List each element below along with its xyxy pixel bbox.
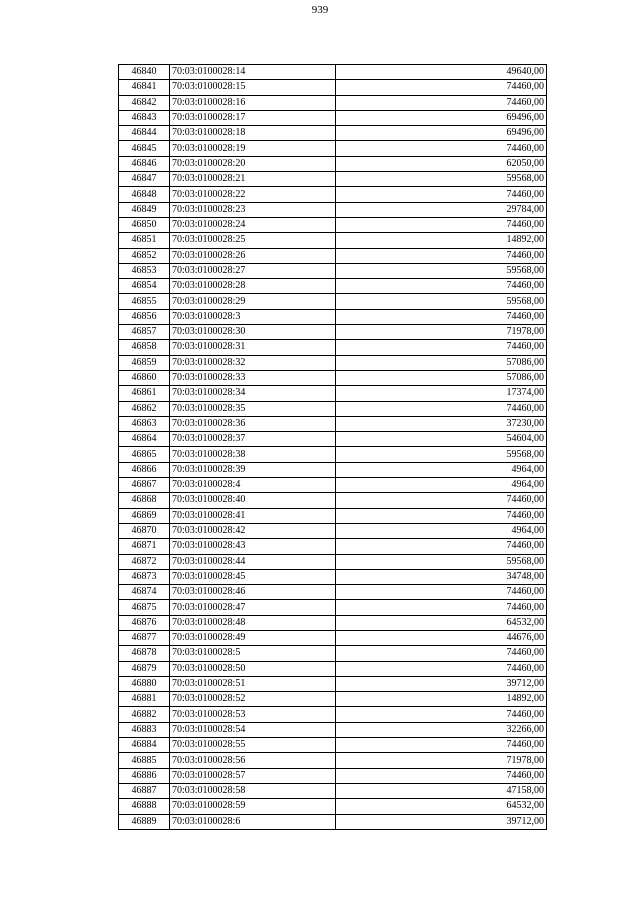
- cadastral-number-cell: 70:03:0100028:47: [170, 600, 336, 615]
- row-number-cell: 46863: [119, 416, 170, 431]
- table-row: [119, 462, 547, 477]
- cadastral-number-cell: 70:03:0100028:55: [170, 738, 336, 753]
- cadastral-number-cell: 70:03:0100028:35: [170, 401, 336, 416]
- row-number-cell: 46862: [119, 401, 170, 416]
- table-row: [119, 615, 547, 630]
- table-row: [119, 340, 547, 355]
- table-row: [119, 661, 547, 676]
- value-cell: 71978,00: [336, 325, 547, 340]
- cadastral-number-cell: 70:03:0100028:46: [170, 585, 336, 600]
- table-row: [119, 569, 547, 584]
- cadastral-number-cell: 70:03:0100028:51: [170, 676, 336, 691]
- value-cell: 74460,00: [336, 187, 547, 202]
- cadastral-number-cell: 70:03:0100028:49: [170, 630, 336, 645]
- row-number-cell: 46849: [119, 202, 170, 217]
- cadastral-number-cell: 70:03:0100028:54: [170, 722, 336, 737]
- table-row: [119, 294, 547, 309]
- row-number-cell: 46847: [119, 172, 170, 187]
- cadastral-number-cell: 70:03:0100028:30: [170, 325, 336, 340]
- cadastral-number-cell: 70:03:0100028:56: [170, 753, 336, 768]
- table-row: [119, 279, 547, 294]
- table-row: [119, 783, 547, 798]
- cadastral-number-cell: 70:03:0100028:45: [170, 569, 336, 584]
- cadastral-number-cell: 70:03:0100028:39: [170, 462, 336, 477]
- cadastral-number-cell: 70:03:0100028:50: [170, 661, 336, 676]
- row-number-cell: 46888: [119, 799, 170, 814]
- row-number-cell: 46844: [119, 126, 170, 141]
- row-number-cell: 46846: [119, 156, 170, 171]
- row-number-cell: 46877: [119, 630, 170, 645]
- table-row: [119, 386, 547, 401]
- value-cell: 64532,00: [336, 615, 547, 630]
- value-cell: 34748,00: [336, 569, 547, 584]
- table-row: [119, 768, 547, 783]
- row-number-cell: 46865: [119, 447, 170, 462]
- value-cell: 62050,00: [336, 156, 547, 171]
- row-number-cell: 46845: [119, 141, 170, 156]
- table-row: [119, 126, 547, 141]
- value-cell: 47158,00: [336, 783, 547, 798]
- row-number-cell: 46867: [119, 478, 170, 493]
- table-row: [119, 646, 547, 661]
- row-number-cell: 46848: [119, 187, 170, 202]
- row-number-cell: 46878: [119, 646, 170, 661]
- row-number-cell: 46851: [119, 233, 170, 248]
- table-row: [119, 539, 547, 554]
- table-row: [119, 508, 547, 523]
- value-cell: 14892,00: [336, 692, 547, 707]
- table-row: [119, 110, 547, 125]
- row-number-cell: 46858: [119, 340, 170, 355]
- cadastral-number-cell: 70:03:0100028:15: [170, 80, 336, 95]
- row-number-cell: 46852: [119, 248, 170, 263]
- value-cell: 39712,00: [336, 814, 547, 829]
- cadastral-number-cell: 70:03:0100028:41: [170, 508, 336, 523]
- cadastral-number-cell: 70:03:0100028:43: [170, 539, 336, 554]
- row-number-cell: 46841: [119, 80, 170, 95]
- table-row: [119, 156, 547, 171]
- row-number-cell: 46886: [119, 768, 170, 783]
- table-row: [119, 80, 547, 95]
- row-number-cell: 46855: [119, 294, 170, 309]
- table-row: [119, 738, 547, 753]
- row-number-cell: 46873: [119, 569, 170, 584]
- table-body: [119, 65, 547, 830]
- cadastral-number-cell: 70:03:0100028:42: [170, 523, 336, 538]
- row-number-cell: 46883: [119, 722, 170, 737]
- value-cell: 74460,00: [336, 217, 547, 232]
- cadastral-number-cell: 70:03:0100028:38: [170, 447, 336, 462]
- table-row: [119, 692, 547, 707]
- cadastral-number-cell: 70:03:0100028:26: [170, 248, 336, 263]
- table-row: [119, 263, 547, 278]
- row-number-cell: 46887: [119, 783, 170, 798]
- row-number-cell: 46856: [119, 309, 170, 324]
- value-cell: 74460,00: [336, 738, 547, 753]
- value-cell: 54604,00: [336, 432, 547, 447]
- cadastral-number-cell: 70:03:0100028:24: [170, 217, 336, 232]
- table-row: [119, 600, 547, 615]
- table-row: [119, 523, 547, 538]
- value-cell: 74460,00: [336, 508, 547, 523]
- row-number-cell: 46854: [119, 279, 170, 294]
- table-row: [119, 325, 547, 340]
- cadastral-number-cell: 70:03:0100028:28: [170, 279, 336, 294]
- table-row: [119, 585, 547, 600]
- cadastral-number-cell: 70:03:0100028:14: [170, 65, 336, 80]
- cadastral-number-cell: 70:03:0100028:31: [170, 340, 336, 355]
- value-cell: 74460,00: [336, 309, 547, 324]
- cadastral-number-cell: 70:03:0100028:44: [170, 554, 336, 569]
- cadastral-number-cell: 70:03:0100028:53: [170, 707, 336, 722]
- row-number-cell: 46880: [119, 676, 170, 691]
- row-number-cell: 46872: [119, 554, 170, 569]
- row-number-cell: 46870: [119, 523, 170, 538]
- value-cell: 74460,00: [336, 646, 547, 661]
- cadastral-number-cell: 70:03:0100028:58: [170, 783, 336, 798]
- row-number-cell: 46875: [119, 600, 170, 615]
- table-row: [119, 401, 547, 416]
- cadastral-number-cell: 70:03:0100028:16: [170, 95, 336, 110]
- value-cell: 59568,00: [336, 447, 547, 462]
- cadastral-number-cell: 70:03:0100028:23: [170, 202, 336, 217]
- table-row: [119, 416, 547, 431]
- value-cell: 44676,00: [336, 630, 547, 645]
- cadastral-number-cell: 70:03:0100028:37: [170, 432, 336, 447]
- row-number-cell: 46860: [119, 370, 170, 385]
- table-row: [119, 65, 547, 80]
- value-cell: 74460,00: [336, 340, 547, 355]
- table-row: [119, 753, 547, 768]
- cadastral-number-cell: 70:03:0100028:33: [170, 370, 336, 385]
- cadastral-number-cell: 70:03:0100028:6: [170, 814, 336, 829]
- value-cell: 74460,00: [336, 539, 547, 554]
- table-row: [119, 814, 547, 829]
- value-cell: 29784,00: [336, 202, 547, 217]
- value-cell: 4964,00: [336, 462, 547, 477]
- cadastral-number-cell: 70:03:0100028:20: [170, 156, 336, 171]
- cadastral-number-cell: 70:03:0100028:52: [170, 692, 336, 707]
- table-row: [119, 248, 547, 263]
- value-cell: 17374,00: [336, 386, 547, 401]
- cadastral-number-cell: 70:03:0100028:48: [170, 615, 336, 630]
- row-number-cell: 46868: [119, 493, 170, 508]
- row-number-cell: 46884: [119, 738, 170, 753]
- value-cell: 39712,00: [336, 676, 547, 691]
- table-row: [119, 630, 547, 645]
- value-cell: 74460,00: [336, 248, 547, 263]
- cadastral-number-cell: 70:03:0100028:57: [170, 768, 336, 783]
- value-cell: 4964,00: [336, 523, 547, 538]
- value-cell: 59568,00: [336, 263, 547, 278]
- table-row: [119, 217, 547, 232]
- value-cell: 64532,00: [336, 799, 547, 814]
- cadastral-number-cell: 70:03:0100028:36: [170, 416, 336, 431]
- table-row: [119, 355, 547, 370]
- value-cell: 74460,00: [336, 95, 547, 110]
- value-cell: 49640,00: [336, 65, 547, 80]
- row-number-cell: 46864: [119, 432, 170, 447]
- table-row: [119, 799, 547, 814]
- cadastral-number-cell: 70:03:0100028:40: [170, 493, 336, 508]
- value-cell: 69496,00: [336, 126, 547, 141]
- value-cell: 59568,00: [336, 172, 547, 187]
- cadastral-number-cell: 70:03:0100028:19: [170, 141, 336, 156]
- value-cell: 32266,00: [336, 722, 547, 737]
- value-cell: 59568,00: [336, 554, 547, 569]
- row-number-cell: 46874: [119, 585, 170, 600]
- cadastral-value-table: [118, 64, 547, 830]
- row-number-cell: 46881: [119, 692, 170, 707]
- value-cell: 74460,00: [336, 768, 547, 783]
- row-number-cell: 46840: [119, 65, 170, 80]
- cadastral-number-cell: 70:03:0100028:27: [170, 263, 336, 278]
- value-cell: 74460,00: [336, 707, 547, 722]
- table-row: [119, 309, 547, 324]
- value-cell: 71978,00: [336, 753, 547, 768]
- row-number-cell: 46879: [119, 661, 170, 676]
- table-row: [119, 95, 547, 110]
- cadastral-number-cell: 70:03:0100028:22: [170, 187, 336, 202]
- table-row: [119, 202, 547, 217]
- row-number-cell: 46876: [119, 615, 170, 630]
- row-number-cell: 46885: [119, 753, 170, 768]
- cadastral-number-cell: 70:03:0100028:25: [170, 233, 336, 248]
- table-row: [119, 187, 547, 202]
- cadastral-number-cell: 70:03:0100028:4: [170, 478, 336, 493]
- value-cell: 74460,00: [336, 401, 547, 416]
- table-row: [119, 370, 547, 385]
- row-number-cell: 46850: [119, 217, 170, 232]
- table-row: [119, 432, 547, 447]
- value-cell: 57086,00: [336, 355, 547, 370]
- cadastral-number-cell: 70:03:0100028:3: [170, 309, 336, 324]
- row-number-cell: 46859: [119, 355, 170, 370]
- value-cell: 74460,00: [336, 661, 547, 676]
- value-cell: 14892,00: [336, 233, 547, 248]
- cadastral-number-cell: 70:03:0100028:17: [170, 110, 336, 125]
- cadastral-number-cell: 70:03:0100028:59: [170, 799, 336, 814]
- row-number-cell: 46853: [119, 263, 170, 278]
- cadastral-number-cell: 70:03:0100028:29: [170, 294, 336, 309]
- row-number-cell: 46871: [119, 539, 170, 554]
- value-cell: 74460,00: [336, 493, 547, 508]
- table-row: [119, 554, 547, 569]
- row-number-cell: 46842: [119, 95, 170, 110]
- row-number-cell: 46866: [119, 462, 170, 477]
- table-row: [119, 447, 547, 462]
- table-row: [119, 478, 547, 493]
- row-number-cell: 46869: [119, 508, 170, 523]
- cadastral-number-cell: 70:03:0100028:32: [170, 355, 336, 370]
- value-cell: 74460,00: [336, 585, 547, 600]
- value-cell: 69496,00: [336, 110, 547, 125]
- table-row: [119, 722, 547, 737]
- table-row: [119, 493, 547, 508]
- value-cell: 74460,00: [336, 600, 547, 615]
- row-number-cell: 46861: [119, 386, 170, 401]
- value-cell: 37230,00: [336, 416, 547, 431]
- cadastral-number-cell: 70:03:0100028:21: [170, 172, 336, 187]
- cadastral-number-cell: 70:03:0100028:34: [170, 386, 336, 401]
- row-number-cell: 46882: [119, 707, 170, 722]
- table-row: [119, 707, 547, 722]
- row-number-cell: 46889: [119, 814, 170, 829]
- row-number-cell: 46857: [119, 325, 170, 340]
- row-number-cell: 46843: [119, 110, 170, 125]
- value-cell: 59568,00: [336, 294, 547, 309]
- value-cell: 74460,00: [336, 141, 547, 156]
- value-cell: 4964,00: [336, 478, 547, 493]
- value-cell: 57086,00: [336, 370, 547, 385]
- page-number: 939: [311, 4, 329, 16]
- table-row: [119, 141, 547, 156]
- table-row: [119, 676, 547, 691]
- cadastral-number-cell: 70:03:0100028:18: [170, 126, 336, 141]
- value-cell: 74460,00: [336, 80, 547, 95]
- cadastral-number-cell: 70:03:0100028:5: [170, 646, 336, 661]
- table-row: [119, 233, 547, 248]
- value-cell: 74460,00: [336, 279, 547, 294]
- table-row: [119, 172, 547, 187]
